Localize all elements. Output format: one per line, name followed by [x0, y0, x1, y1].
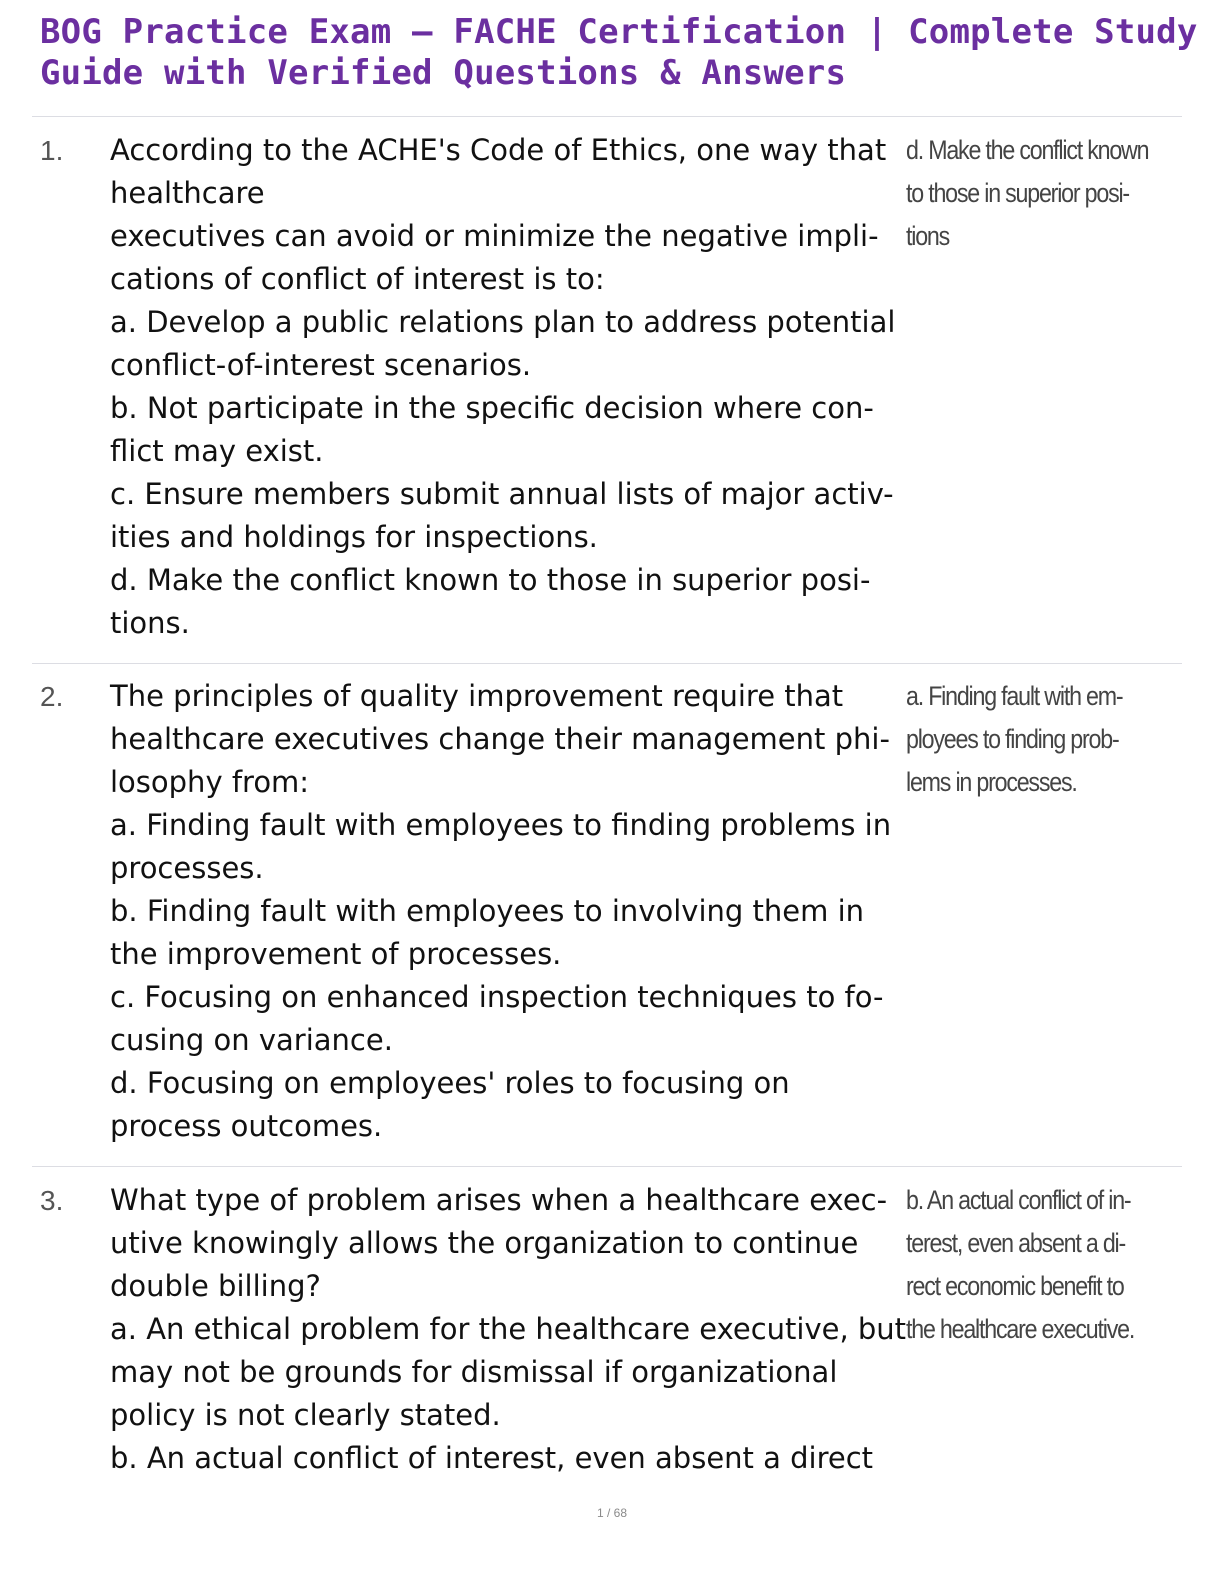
question-line: The principles of quality improvement require that — [110, 679, 844, 713]
question-text — [110, 1179, 907, 1480]
answer-text — [906, 675, 1155, 804]
question-line: cations of conflict of interest is to: — [110, 262, 605, 296]
answer-line: d. Make the conflict known — [906, 135, 1149, 165]
divider — [32, 116, 1182, 117]
option-line: a. An ethical problem for the healthcare executive, but — [110, 1312, 907, 1346]
option-line: c. Ensure members submit annual lists of major activ- — [110, 477, 894, 511]
answer-text — [906, 1179, 1155, 1351]
option-line: a. Develop a public relations plan to address potential — [110, 305, 896, 339]
option-line: policy is not clearly stated. — [110, 1398, 501, 1432]
question-line: healthcare — [110, 176, 265, 210]
question-text — [110, 675, 900, 1148]
answer-line: to those in superior posi- — [906, 178, 1129, 208]
question-text — [110, 129, 900, 645]
option-line: process outcomes. — [110, 1109, 383, 1143]
option-line: d. Make the conflict known to those in superior posi- — [110, 563, 871, 597]
question-number: 1. — [40, 135, 64, 166]
divider — [32, 1166, 1182, 1167]
answer-line: ployees to finding prob- — [906, 724, 1119, 754]
answer-line: tions — [906, 221, 950, 251]
option-line: may not be grounds for dismissal if organizational — [110, 1355, 838, 1389]
option-line: a. Finding fault with employees to finding problems in — [110, 808, 892, 842]
question-number: 3. — [40, 1185, 64, 1216]
answer-line: terest, even absent a di- — [906, 1228, 1126, 1258]
answer-line: b. An actual conflict of in- — [906, 1185, 1131, 1215]
question-line: According to the ACHE's Code of Ethics, one way that — [110, 133, 887, 167]
question-line: utive knowingly allows the organization to continue — [110, 1226, 859, 1260]
option-line: b. An actual conflict of interest, even absent a direct — [110, 1441, 874, 1475]
answer-line: rect economic benefit to — [906, 1271, 1124, 1301]
document-title — [40, 12, 1220, 94]
option-line: conflict-of-interest scenarios. — [110, 348, 532, 382]
question-number: 2. — [40, 681, 64, 712]
question-line: losophy from: — [110, 765, 310, 799]
question-line: healthcare executives change their management phi- — [110, 722, 890, 756]
title-line-2: Guide with Verified Questions & Answers — [40, 53, 847, 93]
question-line: executives can avoid or minimize the negative impli- — [110, 219, 879, 253]
option-line: c. Focusing on enhanced inspection techniques to fo- — [110, 980, 884, 1014]
option-line: flict may exist. — [110, 434, 324, 468]
option-line: b. Not participate in the specific decision where con- — [110, 391, 874, 425]
question-line: What type of problem arises when a healthcare exec- — [110, 1183, 888, 1217]
option-line: d. Focusing on employees' roles to focusing on — [110, 1066, 790, 1100]
answer-line: a. Finding fault with em- — [906, 681, 1123, 711]
option-line: processes. — [110, 851, 264, 885]
answer-line: the healthcare executive. — [906, 1314, 1135, 1344]
option-line: cusing on variance. — [110, 1023, 393, 1057]
option-line: tions. — [110, 606, 190, 640]
option-line: ities and holdings for inspections. — [110, 520, 598, 554]
divider — [32, 663, 1182, 664]
page-number: 1 / 68 — [596, 1506, 628, 1520]
answer-line: lems in processes. — [906, 767, 1077, 797]
answer-text — [906, 129, 1155, 258]
option-line: b. Finding fault with employees to involving them in — [110, 894, 864, 928]
option-line: the improvement of processes. — [110, 937, 562, 971]
question-line: double billing? — [110, 1269, 321, 1303]
title-line-1: BOG Practice Exam – FACHE Certification | Complete Study — [40, 12, 1198, 52]
